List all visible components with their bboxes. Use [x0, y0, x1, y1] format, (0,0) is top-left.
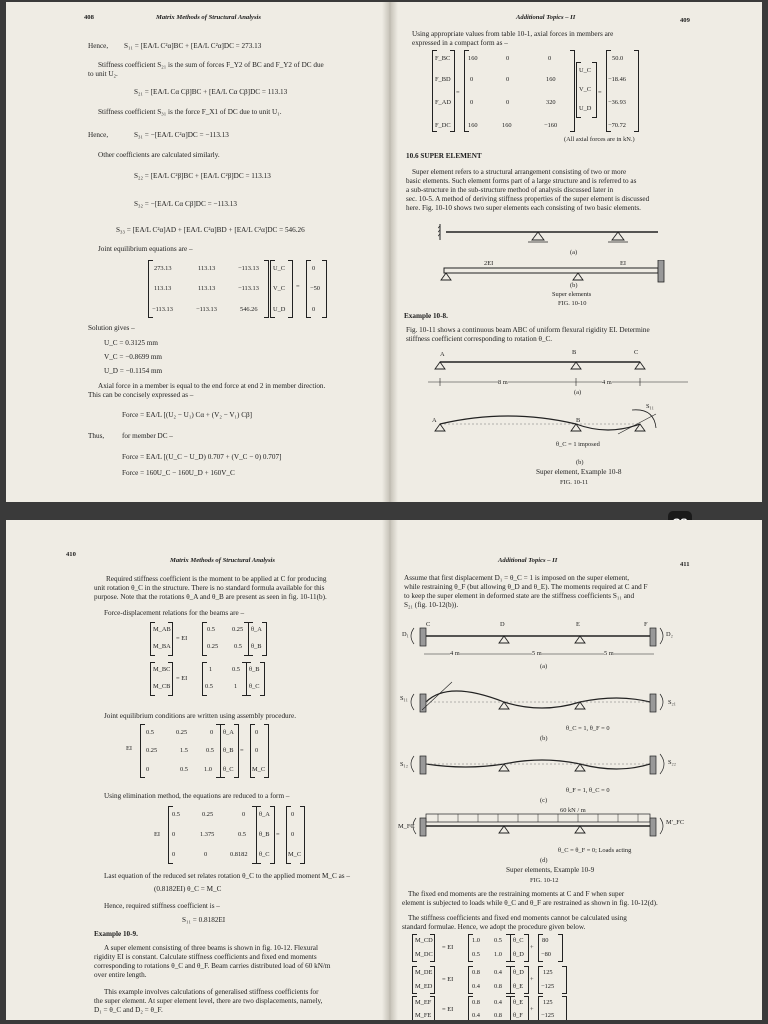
matrix-cell: 0: [506, 99, 510, 106]
matrix-cell: 0: [204, 851, 208, 858]
text-line: Hence, required stiffness coefficient is –: [104, 902, 220, 910]
example-heading: Example 10-9.: [94, 930, 138, 938]
text-line: The stiffness coefficients and fixed end moments cannot be calculated using: [408, 914, 627, 922]
matrix-cell: θ_D: [513, 969, 524, 976]
matrix-cell: θ_A: [251, 626, 262, 633]
text-line: Using appropriate values from table 10-1, axial forces in members are: [412, 30, 614, 38]
text-line: Stiffness coefficient S₂₁ is the sum of forces F_Y2 of BC and F_Y2 of DC due: [98, 61, 324, 69]
matrix-cell: 0.8: [494, 1012, 502, 1019]
matrix-cell: θ_A: [223, 729, 234, 736]
text-line: Last equation of the reduced set relates rotation θ_C to the applied moment M_C as –: [104, 872, 350, 880]
matrix-cell: 0.8: [472, 969, 480, 976]
text-line: Joint equilibrium equations are –: [98, 245, 193, 253]
matrix-cell: 1.0: [204, 766, 212, 773]
text-line: to keep the super element in deformed state are the stiffness coefficients S₁₁ and: [404, 592, 635, 600]
text-line: This can be concisely expressed as –: [88, 391, 194, 399]
matrix-cell: M_EF: [415, 999, 432, 1006]
span-label: 4 m: [602, 379, 612, 386]
text-line: standard formulae. Hence, we adopt the procedure given below.: [402, 923, 586, 931]
node-label: A: [440, 351, 445, 358]
matrix-cell: 0: [255, 747, 259, 754]
figure-caption: Super elements: [552, 291, 592, 298]
matrix-cell: 0: [291, 831, 295, 838]
matrix-cell: M_BC: [153, 666, 171, 673]
super-element-beam-c: [408, 746, 676, 788]
matrix-cell: 0.25: [176, 729, 188, 736]
example-heading: Example 10-8.: [404, 312, 448, 320]
matrix-cell: 1: [209, 666, 213, 673]
matrix-cell: 160: [502, 122, 512, 129]
text-line: Axial force in a member is equal to the end force at end 2 in member direction.: [98, 382, 326, 390]
text-line: rigidity EI is constant. Calculate stiffness coefficients and fixed end moments: [94, 953, 317, 961]
book-spread-bottom: [6, 520, 762, 1020]
beam-diagram-super-element-b: [438, 260, 698, 290]
matrix-cell: 125: [543, 969, 553, 976]
matrix-cell: −125: [541, 983, 555, 990]
load-label: 60 kN / m: [560, 807, 586, 814]
node-label: C: [634, 349, 639, 356]
figure-number: FIG. 10-12: [530, 877, 559, 884]
matrix-cell: 0: [242, 811, 246, 818]
matrix-cell: 273.13: [154, 265, 172, 272]
matrix-cell: 0.5: [472, 951, 480, 958]
matrix-cell: 80: [542, 937, 549, 944]
matrix-cell: 113.13: [198, 265, 216, 272]
text-line: purpose. Note that the rotations θ_A and θ_B are present as seen in fig. 10-11(b).: [94, 593, 327, 601]
text-line: Stiffness coefficient S₃₁ is the force F_X1 of DC due to unit U₁.: [98, 108, 282, 116]
matrix-cell: 0.5: [146, 729, 154, 736]
text-line: to unit U₂.: [88, 70, 118, 78]
text-line: a sub-structure in the sub-structure method of analysis discussed later in: [406, 186, 614, 194]
matrix-cell: −125: [541, 1012, 555, 1019]
condition-label: θ_C = 1 imposed: [556, 441, 600, 448]
equation-s32: S₃₂ = −[EA/L Cα Cβ]DC = −113.13: [134, 200, 237, 208]
matrix-cell: 1.5: [180, 747, 188, 754]
matrix-cell: −113.13: [152, 306, 173, 313]
equation-force-dc: Force = EA/L [(U_C − U_D) 0.707 + (V_C − 0) 0.707]: [122, 453, 282, 461]
matrix-cell: −113.13: [238, 285, 259, 292]
text-line: Solution gives –: [88, 324, 135, 332]
figure-label: (d): [540, 857, 548, 864]
text-thus: Thus,: [88, 432, 105, 440]
running-head: Additional Topics – II: [516, 14, 576, 21]
matrix-cell: θ_C: [249, 683, 260, 690]
result-value: −70.72: [608, 122, 626, 129]
matrix-cell: 113.13: [154, 285, 172, 292]
matrix-cell: U_C: [273, 265, 286, 272]
equation-s21: S₂₁ = [EA/L Cα Cβ]BC + [EA/L Cα Cβ]DC = 113.13: [134, 88, 288, 96]
text-line: for member DC –: [122, 432, 173, 440]
matrix-cell: 113.13: [198, 285, 216, 292]
running-head: Matrix Methods of Structural Analysis: [170, 557, 275, 564]
span-label: 5 m: [604, 650, 614, 657]
matrix-cell: 1.0: [494, 951, 502, 958]
page-409: Additional Topics – II 409 Using appropriate values from table 10-1, axial forces in members are expressed in a compact form as – F_BC F_BD F_AD F_DC = 160 0 0 0 0 160 0 0 320 160 160 −160 U_C V_C U_D = 50.0 −18.46 −36.93 −70.72 (All axial forces are in kN.) 10.6 SUPER ELEMENT Super element refers to a structural arrangement consisting of two or more basic elements. Such element forms part of a large structure and is referred to as a sub-structure in the sub-structure method of analysis discussed later in sec. 10-5. A method of deriving stiffness properties of the super element is discussed here. Fig. 10-10 shows two super elements each consisting of two basic elements. (a) 2EI EI (b) Super elements FIG. 10-10 Example 10-8. Fig. 10-11 shows a continuous beam ABC of uniform flexural rigidity EI. Determine stiffness coefficient corresponding to rotation θ_C. A B C 8 m 4 m (a) A B S₁₁ θ_C = 1 imposed (b) Super element, Example 10-8 FIG. 10-11: [398, 2, 762, 502]
figure-label: (a): [570, 249, 578, 256]
matrix-cell: V_C: [273, 285, 286, 292]
text-line: while restraining θ_F (but allowing θ_D and θ_E). The moments required at C and F: [404, 583, 648, 591]
super-element-beam-b: [408, 676, 676, 720]
text-line: Using elimination method, the equations are reduced to a form –: [104, 792, 290, 800]
page-number: 408: [84, 14, 94, 21]
matrix-cell: M_AB: [153, 626, 171, 633]
matrix-cell: M_CD: [415, 937, 433, 944]
node-label: E: [576, 621, 580, 628]
figure-caption: Super element, Example 10-8: [536, 468, 622, 476]
matrix-cell: 0: [146, 766, 150, 773]
matrix-cell: 0: [312, 306, 316, 313]
matrix-cell: −113.13: [196, 306, 217, 313]
span-label: 5 m: [532, 650, 542, 657]
matrix-cell: 0: [506, 55, 510, 62]
matrix-cell: 0.5: [206, 747, 214, 754]
matrix-cell: 0.4: [472, 983, 480, 990]
ei-label: EI: [126, 745, 133, 752]
text-line: here. Fig. 10-10 shows two super elements each consisting of two basic elements.: [406, 204, 641, 212]
page-number: 410: [66, 551, 76, 558]
text-line: sec. 10-5. A method of deriving stiffness properties of the super element is discussed: [406, 195, 650, 203]
figure-caption: Super elements, Example 10-9: [506, 866, 595, 874]
text-line: expressed in a compact form as –: [412, 39, 508, 47]
moment-label: S₂₂: [668, 759, 677, 766]
matrix-cell: θ_B: [249, 666, 260, 673]
text-line: Required stiffness coefficient is the moment to be applied at C for producing: [106, 575, 327, 583]
text-line: element is subjected to loads while θ_C and θ_F are restrained as shown in fig. 10-12(d).: [402, 899, 658, 907]
matrix-cell: 0.5: [494, 937, 502, 944]
label-EI: EI: [620, 260, 627, 267]
matrix-cell: θ_C: [223, 766, 234, 773]
moment-label: M_FC: [398, 823, 415, 830]
book-gutter: [382, 2, 398, 502]
moment-label: M′_FC: [666, 819, 685, 826]
dof-label: D₂: [666, 631, 673, 638]
solution-uc: U_C = 0.3125 mm: [104, 339, 158, 347]
beam-diagram-super-element-a: [438, 220, 688, 260]
text-line: Super element refers to a structural arrangement consisting of two or more: [412, 168, 627, 176]
matrix-cell: 160: [468, 55, 478, 62]
page-number: 411: [680, 561, 690, 568]
text-line: Other coefficients are calculated similarly.: [98, 151, 220, 159]
equation: (0.8182EI) θ_C = M_C: [154, 885, 222, 893]
node-label: B: [572, 349, 577, 356]
text-line: the super element. At super element level, there are two displacements, namely,: [94, 997, 323, 1005]
text-line: S₂₁ (fig. 10-12(b)).: [404, 601, 459, 609]
matrix-cell: −80: [541, 951, 551, 958]
equation-s11: S₁₁ = [EA/L C²α]BC + [EA/L C²α]DC = 273.13: [124, 42, 262, 50]
figure-label: (b): [576, 459, 584, 466]
matrix-cell: θ_B: [251, 643, 262, 650]
matrix-cell: 0: [470, 99, 474, 106]
disp-label: U_D: [579, 105, 592, 112]
text-hence: Hence,: [88, 131, 109, 139]
matrix-cell: 0.5: [172, 811, 180, 818]
matrix-cell: θ_D: [513, 951, 524, 958]
matrix-cell: 0.5: [232, 666, 240, 673]
matrix-cell: 0.25: [232, 626, 244, 633]
matrix-cell: 0: [172, 851, 176, 858]
equation-s31: S₃₁ = −[EA/L C²α]DC = −113.13: [134, 131, 229, 139]
matrix-cell: 0: [291, 811, 295, 818]
matrix-cell: M_DE: [415, 969, 433, 976]
matrix-cell: 0: [172, 831, 176, 838]
text-line: Fig. 10-11 shows a continuous beam ABC of uniform flexural rigidity EI. Determine: [406, 326, 650, 334]
matrix-cell: U_D: [273, 306, 286, 313]
super-element-beam-a: [408, 624, 676, 660]
matrix-cell: 0: [506, 76, 510, 83]
text-line: A super element consisting of three beams is shown in fig. 10-12. Flexural: [104, 944, 318, 952]
matrix-cell: −113.13: [238, 265, 259, 272]
result-value: 50.0: [612, 55, 624, 62]
continuous-beam-diagram: [428, 356, 688, 390]
condition-label: θ_F = 1, θ_C = 0: [566, 787, 610, 794]
moment-label: S₁₁: [400, 695, 409, 702]
result-value: −18.46: [608, 76, 626, 83]
figure-label: (b): [570, 282, 578, 289]
text-line: This example involves calculations of generalised stiffness coefficients for: [104, 988, 319, 996]
matrix-cell: θ_E: [513, 983, 524, 990]
equation-result: S₁₁ = 0.8182EI: [182, 916, 226, 924]
equation-force-result: Force = 160U_C − 160U_D + 160V_C: [122, 469, 235, 477]
figure-number: FIG. 10-10: [558, 300, 587, 307]
matrix-cell: 0.25: [202, 811, 214, 818]
matrix-cell: 1: [234, 683, 238, 690]
figure-number: FIG. 10-11: [560, 479, 589, 486]
equation-force: Force = EA/L [(U₂ − U₁) Cα + (V₂ − V₁) Cβ]: [122, 411, 253, 419]
matrix-cell: 0.5: [207, 626, 215, 633]
moment-label: S₂₁: [668, 699, 677, 706]
running-head: Additional Topics – II: [498, 557, 558, 564]
node-label: A: [432, 417, 437, 424]
matrix-cell: M_C: [252, 766, 266, 773]
matrix-cell: 0.8182: [230, 851, 248, 858]
matrix-cell: M_BA: [153, 643, 171, 650]
matrix-cell: 320: [546, 99, 556, 106]
label-2EI: 2EI: [484, 260, 494, 267]
moment-label: S₁₂: [400, 761, 409, 768]
deflected-beam-diagram: [428, 400, 688, 438]
solution-ud: U_D = −0.1154 mm: [104, 367, 163, 375]
solution-vc: V_C = −0.8699 mm: [104, 353, 163, 361]
matrix-cell: M_DC: [415, 951, 433, 958]
matrix-cell: θ_B: [223, 747, 234, 754]
matrix-cell: M_CB: [153, 683, 171, 690]
text-hence: Hence,: [88, 42, 109, 50]
node-label: D: [500, 621, 505, 628]
condition-label: θ_C = θ_F = 0; Loads acting: [558, 847, 632, 854]
text-line: corresponding to rotations θ_C and θ_F. Beam carries distributed load of 60 kN/m: [94, 962, 331, 970]
section-heading: 10.6 SUPER ELEMENT: [406, 152, 482, 160]
text-line: The fixed end moments are the restraining moments at C and F when super: [408, 890, 625, 898]
matrix-cell: 0.5: [205, 683, 213, 690]
matrix-cell: 0: [548, 55, 552, 62]
figure-label: (a): [540, 663, 548, 670]
node-label: C: [426, 621, 431, 628]
matrix-cell: 160: [468, 122, 478, 129]
matrix-cell: M_C: [288, 851, 302, 858]
equals-ei: = EI: [176, 675, 188, 682]
figure-label: (c): [540, 797, 548, 804]
text-line: stiffness coefficient corresponding to rotation θ_C.: [406, 335, 553, 343]
figure-label: (a): [574, 389, 582, 396]
matrix-cell: θ_B: [259, 831, 270, 838]
text-line: over entire length.: [94, 971, 147, 979]
matrix-cell: 0.8: [494, 983, 502, 990]
equals-ei: = EI: [176, 635, 188, 642]
page-410: 410 Matrix Methods of Structural Analysis Required stiffness coefficient is the moment to be applied at C for producing unit rotation θ_C in the structure. There is no standard formula available for this purpose. Note that the rotations θ_A and θ_B are present as seen in fig. 10-11(b). Force-displacement relations for the beams are – M_AB M_BA = EI 0.5 0.25 0.25 0.5 θ_A θ_B M_BC M_CB = EI 1 0.5 0.5 1 θ_B θ_C Joint equilibrium conditions are written using assembly procedure. EI 0.5 0.25 0 0.25 1.5 0.5 0 0.5 1.0 θ_A θ_B θ_C = 0 0 M_C Using elimination method, the equations are reduced to a form – EI 0.5 0.25 0 0 1.375 0.5 0 0 0.8182 θ_A θ_B θ_C = 0 0 M_C Last equation of the reduced set relates rotation θ_C to the applied moment M_C as – (0.8182EI) θ_C = M_C Hence, required stiffness coefficient is – S₁₁ = 0.8182EI Example 10-9. A super element consisting of three beams is shown in fig. 10-12. Flexural rigidity EI is constant. Calculate stiffness coefficients and fixed end moments corresponding to rotations θ_C and θ_F. Beam carries distributed load of 60 kN/m over entire length. This example involves calculations of generalised stiffness coefficients for the super element. At super element level, there are two displacements, namely, D₁ = θ_C and D₂ = θ_F.: [66, 551, 350, 1014]
force-label: F_BC: [435, 55, 451, 62]
matrix-cell: 0.5: [234, 643, 242, 650]
matrix-cell: 0.25: [207, 643, 219, 650]
node-label: F: [644, 621, 648, 628]
condition-label: θ_C = 1, θ_F = 0: [566, 725, 610, 732]
matrix-cell: 0.8: [472, 999, 480, 1006]
book-gutter: [382, 520, 398, 1020]
ei-label: EI: [154, 831, 161, 838]
text-line: D₁ = θ_C and D₂ = θ_F.: [94, 1006, 163, 1014]
equation-s33: S₃₃ = [EA/L C²α]AD + [EA/L C²α]BD + [EA/L C²α]DC = 546.26: [116, 226, 305, 234]
matrix-cell: 0.5: [180, 766, 188, 773]
matrix-cell: 160: [546, 76, 556, 83]
running-head: Matrix Methods of Structural Analysis: [156, 14, 261, 21]
matrix-cell: 0: [210, 729, 214, 736]
matrix-cell: 0.4: [494, 969, 502, 976]
matrix-cell: 0.4: [472, 1012, 480, 1019]
matrix-cell: 1.375: [200, 831, 215, 838]
matrix-cell: 0.4: [494, 999, 502, 1006]
result-value: −36.93: [608, 99, 626, 106]
matrix-cell: θ_C: [259, 851, 270, 858]
equals-ei: = EI: [442, 944, 454, 951]
book-spread-top: [6, 2, 762, 502]
force-label: F_AD: [435, 99, 451, 106]
force-label: F_BD: [435, 76, 451, 83]
node-label: B: [576, 417, 581, 424]
matrix-cell: −160: [544, 122, 558, 129]
matrix-cell: θ_F: [513, 1012, 523, 1019]
page-number: 409: [680, 17, 690, 24]
matrix-cell: 1.0: [472, 937, 480, 944]
super-element-beam-loaded: [408, 812, 676, 848]
page-411: Additional Topics – II 411 Assume that first displacement D₁ = θ_C = 1 is imposed on the super element, while restraining θ_F (but allowing θ_D and θ_E). The moments required at C and F to keep the super element in deformed state are the stiffness coefficients S₁₁ and S₂₁ (fig. 10-12(b)). C D E F D₁ D₂ 4 m 5 m 5 m (a) S₁₁ S₂₁ θ_C = 1, θ_F = 0 (b) S₁₂ S₂₂ θ_F = 1, θ_C = 0 (c) 60 kN / m M_FC M′_FC θ_C = θ_F = 0; Loads acting (d) Super elements, Example 10-9 FIG. 10-12 The fixed end moments are the restraining moments at C and F when super element is subjected to loads while θ_C and θ_F are restrained as shown in fig. 10-12(d). The stiffness coefficients and fixed end moments cannot be calculated using standard formulae. Hence, we adopt the procedure given below. M_CD M_DC = EI 1.0 0.5 0.5 1.0 θ_C θ_D + 80 −80 M_DE M_ED = EI 0.8 0.4 0.4 0.8 θ_D θ_E + 125 −125 M_EF M_FE = EI 0.8 0.4 0.4 0.8 θ_E θ_F + 125 −125: [398, 520, 762, 1020]
matrix-cell: −50: [310, 285, 320, 292]
moment-label: S₁₁: [646, 403, 655, 410]
matrix-cell: θ_A: [259, 811, 270, 818]
note: (All axial forces are in kN.): [564, 136, 635, 143]
matrix-cell: M_FE: [415, 1012, 432, 1019]
matrix-cell: 0: [470, 76, 474, 83]
span-label: 8 m: [498, 379, 508, 386]
disp-label: U_C: [579, 67, 592, 74]
page-408: 408 Matrix Methods of Structural Analysis Hence, S₁₁ = [EA/L C²α]BC + [EA/L C²α]DC = 273.13 Stiffness coefficient S₂₁ is the sum of forces F_Y2 of BC and F_Y2 of DC due to unit U₂. S₂₁ = [EA/L Cα Cβ]BC + [EA/L Cα Cβ]DC = 113.13 Stiffness coefficient S₃₁ is the force F_X1 of DC due to unit U₁. Hence, S₃₁ = −[EA/L C²α]DC = −113.13 Other coefficients are calculated similarly. S₂₂ = [EA/L C²β]BC + [EA/L C²β]DC = 113.13 S₃₂ = −[EA/L Cα Cβ]DC = −113.13 S₃₃ = [EA/L C²α]AD + [EA/L C²α]BD + [EA/L C²α]DC = 546.26 Joint equilibrium equations are – = 273.13 113.13 −113.13 U_C 0 113.13 113.13 −113.13 V_C −50 −113.13 −113.13 546.26 U_D 0 Solution gives – U_C = 0.3125 mm V_C = −0.8699 mm U_D = −0.1154 mm Axial force in a member is equal to the end force at end 2 in member direction. This can be concisely expressed as – Force = EA/L [(U₂ − U₁) Cα + (V₂ − V₁) Cβ] Thus, for member DC – Force = EA/L [(U_C − U_D) 0.707 + (V_C − 0) 0.707] Force = 160U_C − 160U_D + 160V_C: [84, 14, 326, 477]
matrix-cell: θ_E: [513, 999, 524, 1006]
matrix-cell: 125: [543, 999, 553, 1006]
matrix-cell: 0: [312, 265, 316, 272]
figure-label: (b): [540, 735, 548, 742]
matrix-cell: M_ED: [415, 983, 433, 990]
text-line: Joint equilibrium conditions are written using assembly procedure.: [104, 712, 297, 720]
span-label: 4 m: [450, 650, 460, 657]
dof-label: D₁: [402, 631, 409, 638]
matrix-cell: θ_C: [513, 937, 524, 944]
matrix-cell: 0: [255, 729, 259, 736]
equals-ei: = EI: [442, 1006, 454, 1013]
text-line: Force-displacement relations for the beams are –: [104, 609, 245, 617]
equals-ei: = EI: [442, 976, 454, 983]
equation-s22: S₂₂ = [EA/L C²β]BC + [EA/L C²β]DC = 113.13: [134, 172, 271, 180]
disp-label: V_C: [579, 86, 592, 93]
text-line: Assume that first displacement D₁ = θ_C = 1 is imposed on the super element,: [404, 574, 630, 582]
text-line: unit rotation θ_C in the structure. There is no standard formula available for this: [94, 584, 325, 592]
matrix-cell: 546.26: [240, 306, 258, 313]
matrix-cell: 0.25: [146, 747, 158, 754]
text-line: basic elements. Such element forms part of a large structure and is referred to as: [406, 177, 637, 185]
force-label: F_DC: [435, 122, 451, 129]
matrix-cell: 0.5: [238, 831, 246, 838]
